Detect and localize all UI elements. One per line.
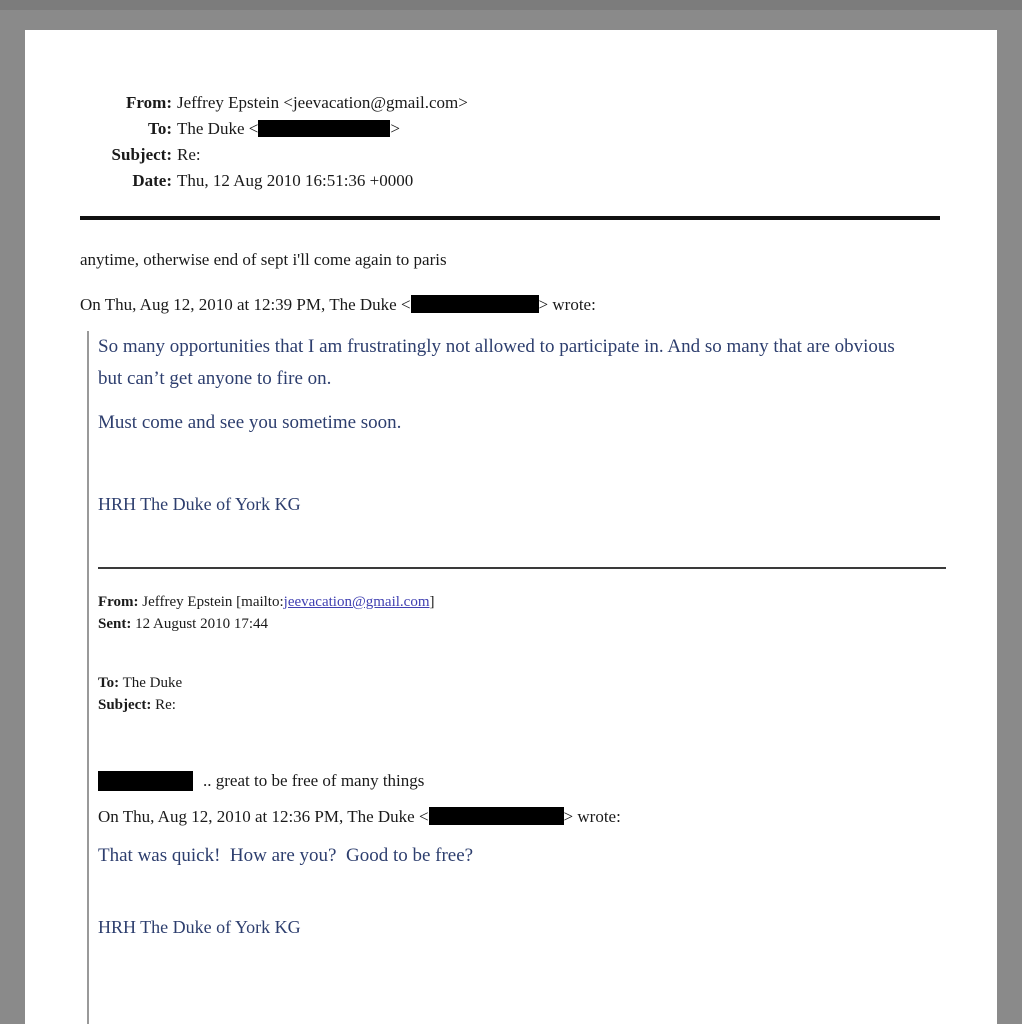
frame-top-strip <box>0 0 1022 10</box>
header-to-row <box>80 116 997 142</box>
quote-attribution-line <box>80 295 997 315</box>
forwarded-from-label: From: <box>98 594 139 610</box>
from-value: Jeffrey Epstein <jeevacation@gmail.com> <box>177 93 468 112</box>
forwarded-sent-value: 12 August 2010 17:44 <box>131 616 269 632</box>
email-content <box>25 30 997 1024</box>
to-value-prefix: The Duke < <box>177 119 259 138</box>
forwarded-from-text: Jeffrey Epstein [mailto: <box>138 594 284 610</box>
redaction-bar <box>98 771 193 791</box>
quoted-message-block <box>87 331 997 1024</box>
redaction-bar <box>258 120 390 137</box>
inner-attribution-suffix: > wrote: <box>563 807 621 826</box>
redaction-bar <box>429 807 564 825</box>
quoted-paragraph-1: So many opportunities that I am frustratingly not allowed to participate in. And so many that are obvious but can’t get anyone to fire on. <box>98 336 895 389</box>
forwarded-to-label: To: <box>98 675 120 691</box>
quote-attribution-suffix: > wrote: <box>538 295 596 314</box>
inner-quoted-message: That was quick! How are you? Good to be free? <box>98 845 474 866</box>
forwarded-subject-value: Re: <box>151 697 176 713</box>
reply-body-text: anytime, otherwise end of sept i'll come again to paris <box>80 250 447 269</box>
forwarded-to-row <box>98 672 997 694</box>
inner-quote-attribution-line <box>98 807 997 827</box>
forwarded-header-gap <box>98 635 997 672</box>
to-label: To: <box>148 119 172 138</box>
forwarded-sent-row <box>98 613 997 635</box>
mailto-link[interactable]: jeevacation@gmail.com <box>283 594 430 610</box>
redaction-bar <box>411 295 539 313</box>
duke-signature: HRH The Duke of York KG <box>98 494 301 514</box>
quoted-paragraph-2: Must come and see you sometime soon. <box>98 412 402 433</box>
forwarded-to-value: The Duke <box>119 675 183 691</box>
redacted-reply-text: .. great to be free of many things <box>203 771 425 790</box>
subject-label: Subject: <box>111 145 172 164</box>
from-label: From: <box>126 93 172 112</box>
subject-value: Re: <box>177 145 201 164</box>
redacted-reply-line <box>98 771 997 791</box>
header-date-row <box>80 168 997 194</box>
email-document-page <box>25 30 997 1024</box>
date-label: Date: <box>132 171 172 190</box>
forwarded-from-row <box>98 591 997 613</box>
forwarded-divider-rule <box>98 567 946 569</box>
forwarded-sent-label: Sent: <box>98 616 132 632</box>
inner-attribution-prefix: On Thu, Aug 12, 2010 at 12:36 PM, The Duke < <box>98 807 429 826</box>
header-from-row <box>80 90 997 116</box>
forwarded-subject-row <box>98 694 997 716</box>
duke-signature-2: HRH The Duke of York KG <box>98 917 301 937</box>
quote-attribution-prefix: On Thu, Aug 12, 2010 at 12:39 PM, The Duke < <box>80 295 411 314</box>
header-subject-row <box>80 142 997 168</box>
forwarded-from-suffix: ] <box>429 594 435 610</box>
forwarded-header <box>98 591 997 716</box>
forwarded-subject-label: Subject: <box>98 697 152 713</box>
email-header <box>80 90 997 194</box>
date-value: Thu, 12 Aug 2010 16:51:36 +0000 <box>177 171 414 190</box>
header-divider-rule <box>80 216 940 220</box>
to-value-suffix: > <box>390 119 400 138</box>
